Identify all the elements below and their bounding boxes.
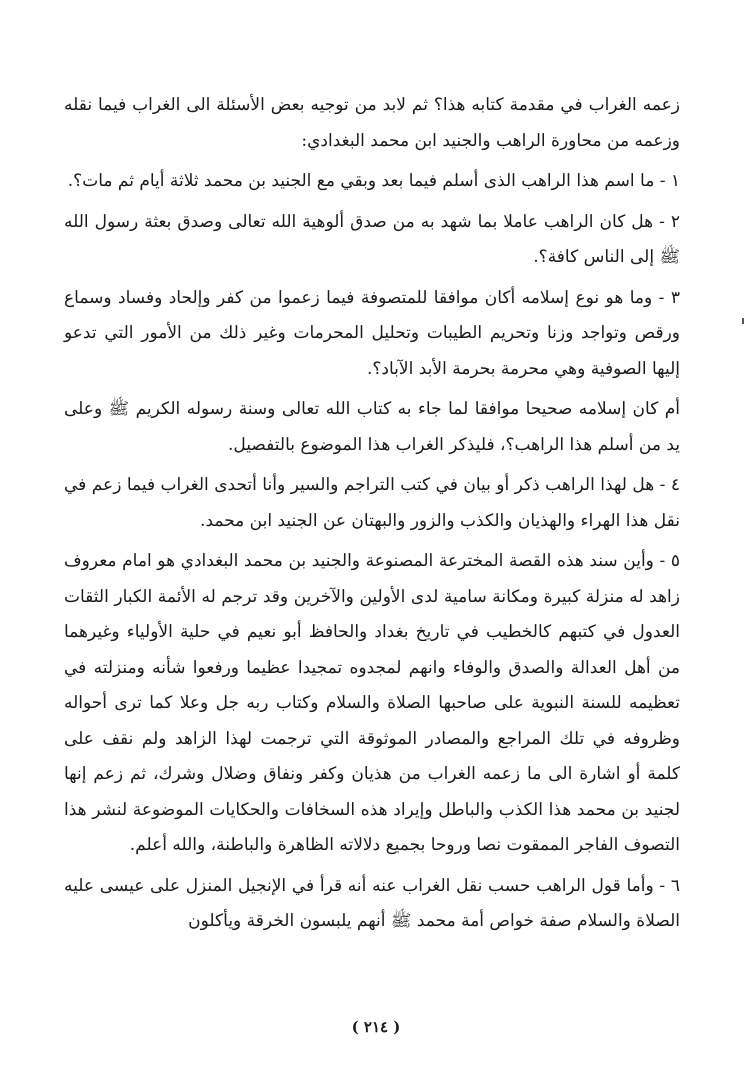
- margin-mark: [742, 318, 744, 324]
- paragraph-question-3-continued: أم كان إسلامه صحيحا موافقا لما جاء به كتاب الله تعالى وسنة رسوله الكريم ﷺ وعلى يد من أسلم هذا الراهب؟، فليذكر الغراب هذا الموضوع بالتفصيل.: [64, 399, 680, 455]
- paragraph-intro: زعمه الغراب في مقدمة كتابه هذا؟ ثم لابد من توجيه بعض الأسئلة الى الغراب فيما نقله وزعمه من محاورة الراهب والجنيد ابن محمد البغدادي:: [64, 95, 680, 151]
- paragraph-question-4: ٤ - هل لهذا الراهب ذكر أو بيان في كتب التراجم والسير وأنا أتحدى الغراب فيما زعم في نقل هذا الهراء والهذيان والكذب والزور والبهتان عن الجنيد ابن محمد.: [64, 475, 680, 531]
- paragraph-question-5: ٥ - وأين سند هذه القصة المخترعة المصنوعة والجنيد بن محمد البغدادي هو امام معروف زاهد له منزلة كبيرة ومكانة سامية لدى الأولين والآخرين وقد ترجم له الأئمة الكبار الثقات العدول في كتبهم كالخطيب في تاريخ بغداد والحافظ أبو نعيم في حلية الأولياء وغيرهما من أهل العدالة والصدق والوفاء وانهم لمجدوه تمجيدا عظيما ورفعوا شأنه ومنزلته في تعظيمه للسنة النبوية على صاحبها الصلاة والسلام وكتاب ربه جل وعلا كما ترى أحواله وظروفه في تلك المراجع والمصادر الموثوقة التي ترجمت لهذا الزاهد ولم نقف على كلمة أو اشارة الى ما زعمه الغراب من هذيان وكفر ونفاق وضلال وشرك، ثم زعم إنها لجنيد بن محمد هذا الكذب والباطل وإيراد هذه السخافات والحكايات الموضوعة لنشر هذا التصوف الفاجر الممقوت نصا وروحا بجميع دلالاته الظاهرة والباطنة، والله أعلم.: [64, 551, 680, 855]
- paragraph-question-3: ٣ - وما هو نوع إسلامه أكان موافقا للمتصوفة فيما زعموا من كفر وإلحاد وفساد وسماع ورقص وتواجد وزنا وتحريم الطيبات وتحليل المحرمات وغير ذلك من الأمور التي تدعو إليها الصوفية وهي محرمة بحرمة الأبد الآباد؟.: [64, 287, 680, 379]
- paragraph-question-6: ٦ - وأما قول الراهب حسب نقل الغراب عنه أنه قرأ في الإنجيل المنزل على عيسى عليه الصلاة والسلام صفة خواص أمة محمد ﷺ أنهم يلبسون الخرقة ويأكلون: [64, 875, 680, 931]
- page-number: ( ٢١٤ ): [351, 1018, 401, 1036]
- body-text: [64, 88, 680, 945]
- paragraph-question-1: ١ - ما اسم هذا الراهب الذى أسلم فيما بعد وبقي مع الجنيد بن محمد ثلاثة أيام ثم مات؟.: [67, 171, 680, 191]
- paragraph-question-2: ٢ - هل كان الراهب عاملا بما شهد به من صدق ألوهية الله تعالى وصدق بعثة رسول الله ﷺ إلى الناس كافة؟.: [64, 211, 680, 267]
